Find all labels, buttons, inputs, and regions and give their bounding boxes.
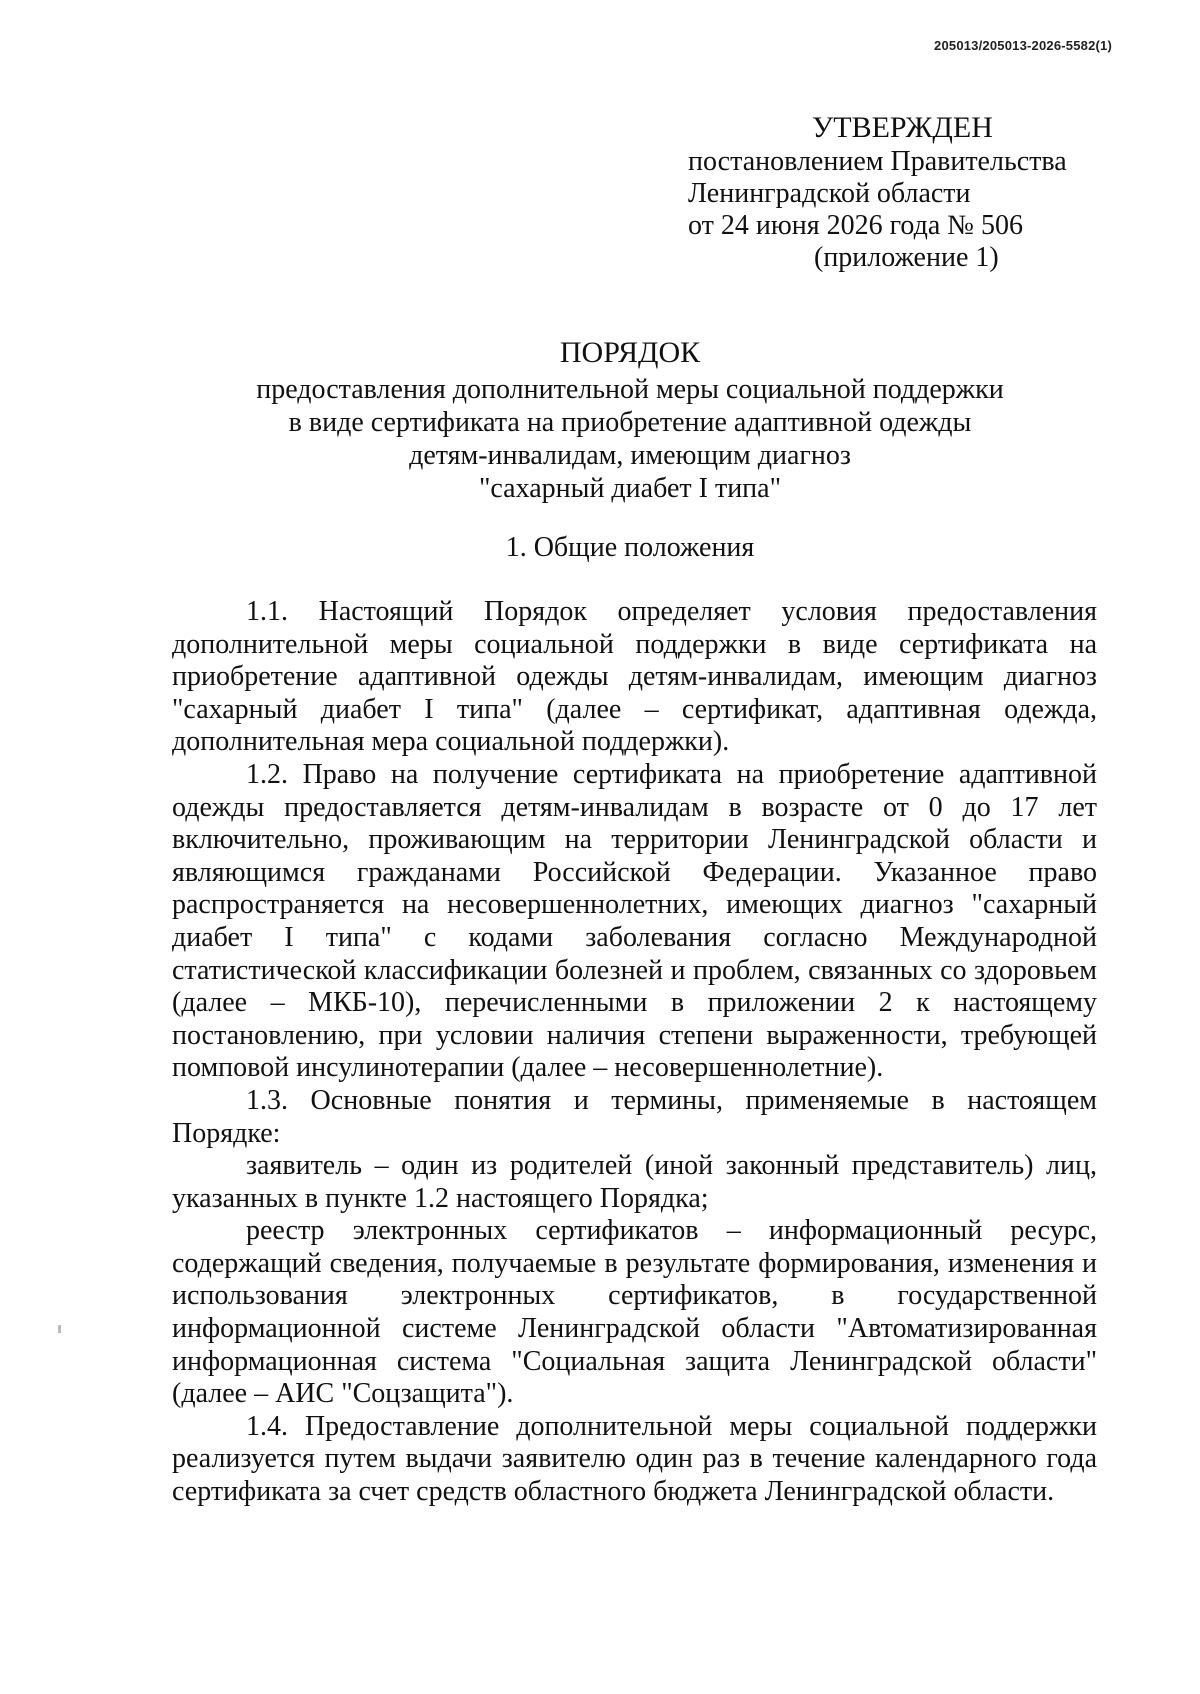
approval-line-1: постановлением Правительства [688,146,1067,177]
paragraph-1-3: 1.3. Основные понятия и термины, применяемые в настоящем Порядке: [172,1084,1097,1149]
approval-line-2: Ленинградской области [688,178,971,209]
document-subtitle-line-1: предоставления дополнительной меры социальной поддержки [256,374,1004,405]
document-title: ПОРЯДОК [559,336,701,369]
document-subtitle-line-3: детям-инвалидам, имеющим диагноз [409,440,851,471]
section-title: 1. Общие положения [505,532,755,563]
document-heading [160,336,1100,505]
paragraph-1-2: 1.2. Право на получение сертификата на приобретение адаптивной одежды предоставляется детям-инвалидам в возрасте от 0 до 17 лет включительно, проживающим на территории Ленинградской области и являющимся гражданами Российской Федерации. Указанное право распространяется на несовершеннолетних, имеющих диагноз "сахарный диабет I типа" с кодами заболевания согласно Международной статистической классификации болезней и проблем, связанных со здоровьем (далее – МКБ-10), перечисленными в приложении 2 к настоящему постановлению, при условии наличия степени выраженности, требующей помповой инсулинотерапии (далее – несовершеннолетние). [172,758,1097,1084]
approval-stamp [688,112,1108,274]
document-registration-number: 205013/205013-2026-5582(1) [934,38,1112,53]
paragraph-1-4: 1.4. Предоставление дополнительной меры социальной поддержки реализуется путем выдачи заявителю один раз в течение календарного года сертификата за счет средств областного бюджета Ленинградской области. [172,1410,1097,1508]
definition-applicant: заявитель – один из родителей (иной законный представитель) лиц, указанных в пункте 1.2 настоящего Порядка; [172,1150,1097,1214]
scan-artifact [58,1325,61,1333]
paragraph-1-1: 1.1. Настоящий Порядок определяет условия предоставления дополнительной меры социальной поддержки в виде сертификата на приобретение адаптивной одежды детям-инвалидам, имеющим диагноз "сахарный диабет I типа" (далее – сертификат, адаптивная одежда, дополнительная мера социальной поддержки). [172,596,1097,758]
approval-line-4: (приложение 1) [814,242,999,273]
document-subtitle-line-4: "сахарный диабет I типа" [478,473,782,504]
approval-title: УТВЕРЖДЕН [812,111,993,144]
document-body [172,596,1097,1509]
document-subtitle-line-2: в виде сертификата на приобретение адаптивной одежды [288,407,972,438]
definition-registry: реестр электронных сертификатов – информационный ресурс, содержащий сведения, получаемые в результате формирования, изменения и использования электронных сертификатов, в государственной информационной системе Ленинградской области "Автоматизированная информационная система "Социальная защита Ленинградской области" (далее – АИС "Соцзащита"). [172,1215,1097,1410]
approval-line-3: от 24 июня 2026 года № 506 [688,210,1024,241]
